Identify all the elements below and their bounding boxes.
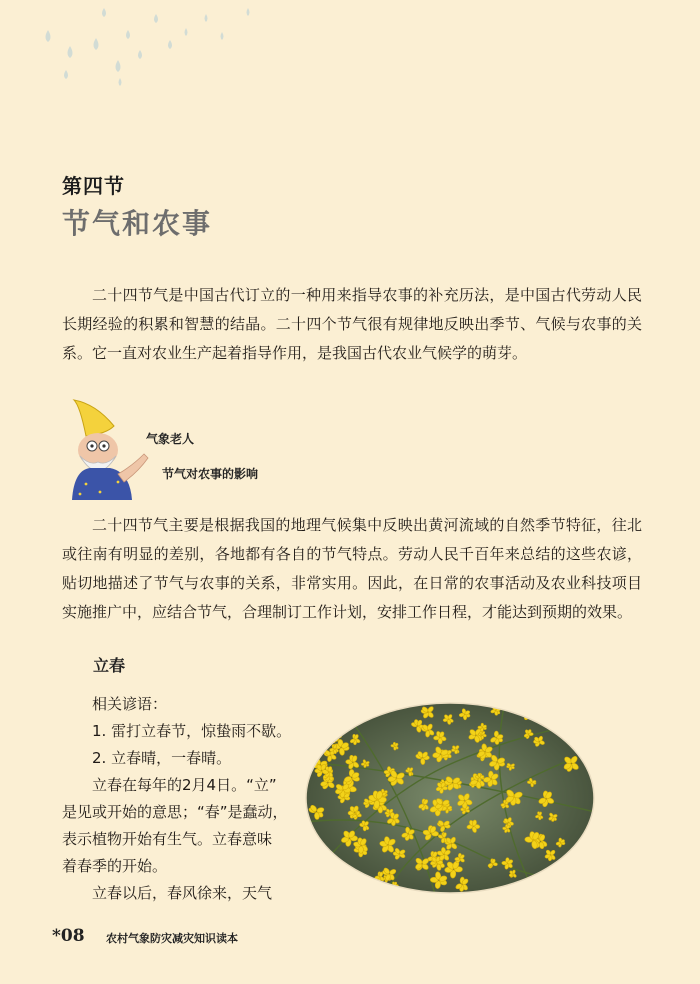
jasmine-flower [354, 878, 367, 890]
page-number: *08 [52, 926, 85, 946]
winter-jasmine-photo [305, 702, 595, 894]
jasmine-flower [540, 711, 548, 719]
section-number: 第四节 [62, 174, 125, 198]
jasmine-flower [573, 878, 584, 889]
lichun-line: 立春以后，春风徐来，天气 [92, 884, 273, 902]
book-title: 农村气象防灾减灾知识读本 [106, 932, 238, 945]
section-title: 节气和农事 [62, 207, 213, 240]
weather-old-man-icon [66, 396, 161, 500]
jasmine-flower [356, 712, 365, 721]
lichun-line: 是见或开始的意思；“春”是蠢动， [62, 803, 288, 821]
mascot-name-label: 气象老人 [146, 432, 195, 446]
lichun-line: 表示植物开始有生气。立春意味 [62, 830, 273, 848]
jasmine-flower [547, 711, 562, 726]
jasmine-flower [566, 705, 578, 716]
jasmine-flower [568, 723, 581, 735]
jasmine-flower [352, 702, 369, 719]
lichun-text-column [62, 691, 298, 907]
lichun-line: 着春季的开始。 [62, 857, 168, 875]
proverbs-label: 相关谚语： [92, 695, 168, 713]
lichun-heading: 立春 [93, 656, 126, 675]
intro-paragraph: 二十四节气是中国古代订立的一种用来指导农事的补充历法，是中国古代劳动人民长期经验的积累和智慧的结晶。二十四个节气很有规律地反映出季节、气候与农事的关系。它一直对农业生产起着指导作用，是我国古代农业气候学的萌芽。 [62, 286, 642, 362]
jasmine-flower [314, 730, 330, 745]
mascot-topic-label: 节气对农事的影响 [162, 467, 259, 481]
influence-paragraph: 二十四节气主要是根据我国的地理气候集中反映出黄河流域的自然季节特征，往北或往南有明显的差别，各地都有各自的节气特点。劳动人民千百年来总结的这些农谚，贴切地描述了节气与农事的关系，非常实用。因此，在日常的农事活动及农业科技项目实施推广中，应结合节气，合理制订工作计划，安排工作日程，才能达到预期的效果。 [62, 516, 642, 621]
proverb-item: 2. 立春晴，一春晴。 [92, 749, 232, 767]
lichun-line: 立春在每年的2月4日。“立” [92, 776, 277, 794]
proverb-item: 1. 雷打立春节，惊蛰雨不歇。 [92, 722, 292, 740]
jasmine-flower [343, 704, 358, 720]
raindrop-decoration [0, 0, 300, 90]
